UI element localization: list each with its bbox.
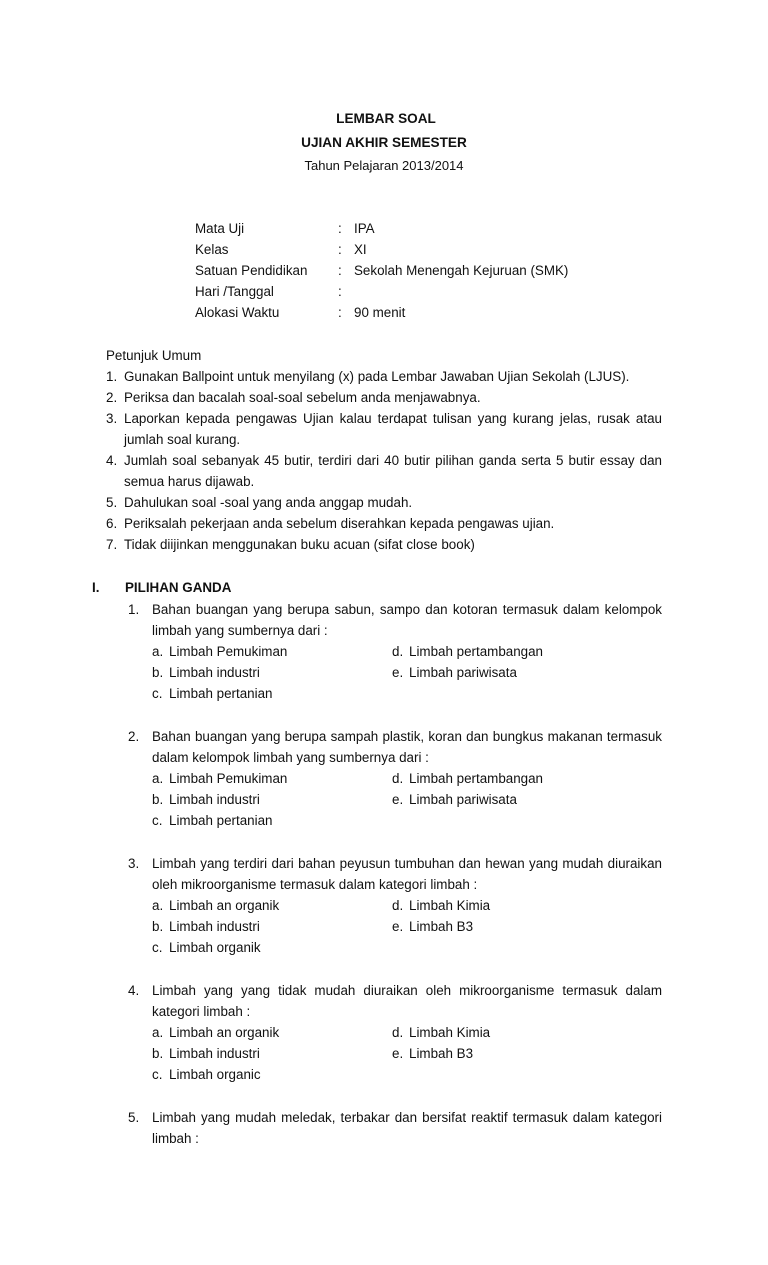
info-row [195,302,675,323]
academic-year: Tahun Pelajaran 2013/2014 [304,158,464,173]
instruction-number: 7. [106,537,118,552]
instruction-item [106,387,662,408]
info-value: IPA [354,221,375,236]
document-title: LEMBAR SOAL [336,111,436,126]
answer-option [152,683,392,704]
instruction-number: 1. [106,369,118,384]
question-text: Bahan buangan yang berupa sabun, sampo dan kotoran termasuk dalam kelompok limbah yang sumbernya dari : [152,602,662,638]
question [128,980,662,1085]
info-label: Hari /Tanggal [195,284,274,299]
instruction-item [106,513,662,534]
question-number: 4. [128,983,140,998]
answer-option [392,895,662,916]
info-label: Kelas [195,242,229,257]
instruction-number: 3. [106,411,118,426]
answer-options [152,641,662,704]
section-title: PILIHAN GANDA [125,580,232,595]
instruction-item [106,492,662,513]
document-header [0,107,768,177]
instruction-number: 5. [106,495,118,510]
answer-option [152,662,392,683]
question [128,599,662,704]
info-value: XI [354,242,367,257]
info-value: Sekolah Menengah Kejuruan (SMK) [354,263,569,278]
option-text: Limbah pertambangan [409,644,543,659]
option-letter: b. [152,665,164,680]
option-text: Limbah industri [169,665,260,680]
info-colon: : [338,263,342,278]
option-text: Limbah Pemukiman [169,644,288,659]
option-letter: e. [392,665,404,680]
info-colon: : [338,305,342,320]
option-text: Limbah pertanian [169,813,273,828]
question-stem [128,1107,662,1149]
instruction-text: Tidak diijinkan menggunakan buku acuan (sifat close book) [124,537,475,552]
question-number: 3. [128,856,140,871]
instruction-text: Jumlah soal sebanyak 45 butir, terdiri dari 40 butir pilihan ganda serta 5 butir essay dan semua harus dijawab. [124,453,662,489]
info-colon: : [338,242,342,257]
instruction-number: 4. [106,453,118,468]
instruction-item [106,450,662,492]
question-number: 5. [128,1110,140,1125]
answer-option [392,1022,662,1043]
option-letter: b. [152,1046,164,1061]
option-letter: b. [152,919,164,934]
instruction-item [106,366,662,387]
instruction-text: Laporkan kepada pengawas Ujian kalau terdapat tulisan yang kurang jelas, rusak atau jumlah soal kurang. [124,411,662,447]
answer-option [152,641,392,662]
instruction-text: Periksa dan bacalah soal-soal sebelum anda menjawabnya. [124,390,481,405]
option-letter: a. [152,1025,164,1040]
instruction-number: 6. [106,516,118,531]
option-text: Limbah an organik [169,898,280,913]
answer-option [152,1043,392,1064]
info-label: Mata Uji [195,221,245,236]
answer-option [152,1022,392,1043]
answer-option [152,895,392,916]
question-number: 1. [128,602,140,617]
answer-option [392,768,662,789]
option-text: Limbah pertambangan [409,771,543,786]
instruction-text: Periksalah pekerjaan anda sebelum diserahkan kepada pengawas ujian. [124,516,555,531]
answer-option [392,662,662,683]
option-letter: c. [152,686,163,701]
option-letter: a. [152,898,164,913]
option-text: Limbah B3 [409,1046,474,1061]
instructions-title: Petunjuk Umum [106,348,202,363]
question-text: Bahan buangan yang berupa sampah plastik, koran dan bungkus makanan termasuk dalam kelompok limbah yang sumbernya dari : [152,729,662,765]
option-text: Limbah Kimia [409,898,491,913]
answer-option [392,641,662,662]
answer-option [152,916,392,937]
option-text: Limbah pertanian [169,686,273,701]
exam-info-table [195,218,675,323]
question-stem [128,599,662,641]
option-text: Limbah pariwisata [409,665,517,680]
section-multiple-choice [92,577,662,599]
document-subtitle: UJIAN AKHIR SEMESTER [301,135,467,150]
answer-option [392,916,662,937]
info-colon: : [338,284,342,299]
option-text: Limbah organik [169,940,261,955]
instruction-item [106,534,662,555]
instructions-list [106,366,662,555]
option-letter: d. [392,1025,404,1040]
option-text: Limbah Kimia [409,1025,491,1040]
answer-options [152,1022,662,1085]
answer-option [152,810,392,831]
info-row [195,218,675,239]
info-row [195,281,675,302]
option-letter: c. [152,813,163,828]
question-stem [128,980,662,1022]
general-instructions [106,345,662,555]
option-text: Limbah industri [169,792,260,807]
question-stem [128,726,662,768]
section-heading [92,577,662,599]
answer-options [152,768,662,831]
option-letter: d. [392,644,404,659]
option-letter: e. [392,919,404,934]
option-letter: e. [392,792,404,807]
option-text: Limbah industri [169,919,260,934]
answer-option [152,768,392,789]
option-text: Limbah an organik [169,1025,280,1040]
option-letter: b. [152,792,164,807]
option-letter: e. [392,1046,404,1061]
answer-option [392,789,662,810]
info-colon: : [338,221,342,236]
question-text: Limbah yang yang tidak mudah diuraikan oleh mikroorganisme termasuk dalam kategori limbah : [152,983,662,1019]
question-number: 2. [128,729,140,744]
answer-option [392,1043,662,1064]
question-list [128,599,662,1171]
question-text: Limbah yang terdiri dari bahan peyusun tumbuhan dan hewan yang mudah diuraikan oleh mikroorganisme termasuk dalam kategori limbah : [152,856,662,892]
question [128,726,662,831]
info-row [195,260,675,281]
question-stem [128,853,662,895]
info-row [195,239,675,260]
section-number: I. [92,580,100,595]
option-text: Limbah pariwisata [409,792,517,807]
instruction-item [106,408,662,450]
answer-option [152,937,392,958]
option-letter: a. [152,771,164,786]
option-text: Limbah B3 [409,919,474,934]
option-text: Limbah organic [169,1067,261,1082]
instruction-text: Gunakan Ballpoint untuk menyilang (x) pada Lembar Jawaban Ujian Sekolah (LJUS). [124,369,630,384]
info-value [354,281,675,302]
option-letter: d. [392,898,404,913]
option-letter: c. [152,1067,163,1082]
info-value: 90 menit [354,305,406,320]
option-letter: d. [392,771,404,786]
question-text: Limbah yang mudah meledak, terbakar dan bersifat reaktif termasuk dalam kategori limbah : [152,1110,662,1146]
question [128,1107,662,1149]
info-label: Satuan Pendidikan [195,263,308,278]
question [128,853,662,958]
option-text: Limbah Pemukiman [169,771,288,786]
answer-option [152,1064,392,1085]
answer-options [152,895,662,958]
option-letter: a. [152,644,164,659]
info-label: Alokasi Waktu [195,305,280,320]
instruction-text: Dahulukan soal -soal yang anda anggap mudah. [124,495,413,510]
option-letter: c. [152,940,163,955]
instruction-number: 2. [106,390,118,405]
option-text: Limbah industri [169,1046,260,1061]
answer-option [152,789,392,810]
